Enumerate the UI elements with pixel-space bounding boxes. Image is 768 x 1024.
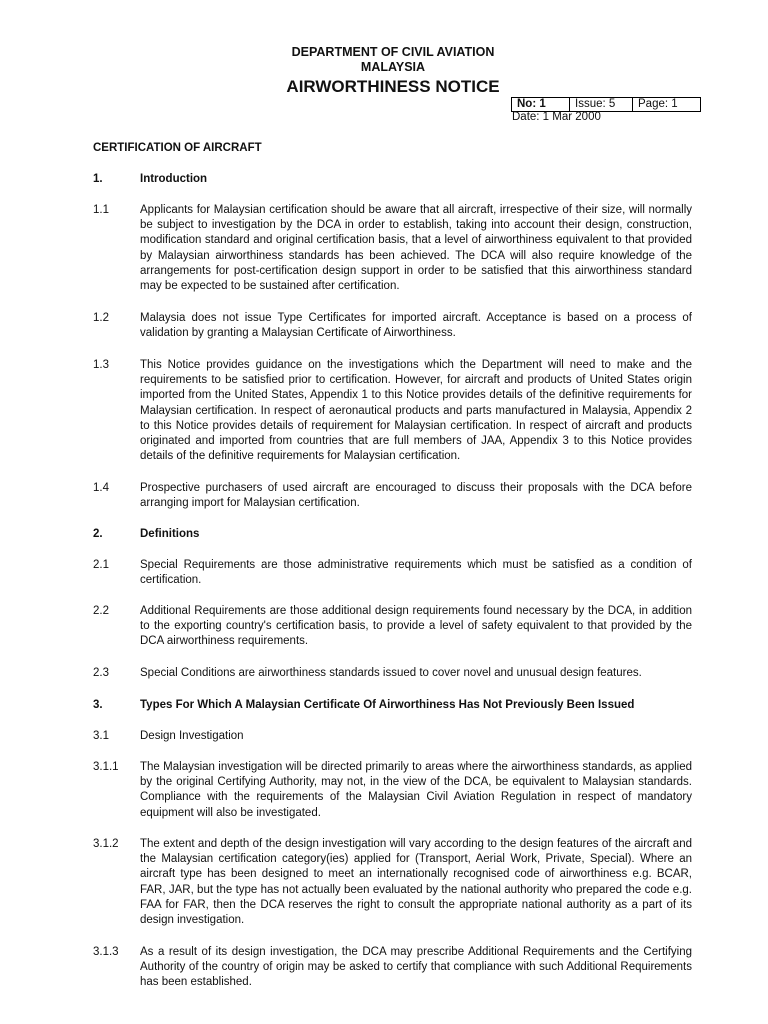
notice-info-table: [511, 97, 701, 112]
paragraph-text: Additional Requirements are those additional design requirements found necessary by the DCA, in addition to the exporting country's certification basis, to provide a level of safety equivalent to that provided by the DCA airworthiness requirements.: [140, 605, 692, 648]
section-number: 1.: [93, 173, 103, 185]
notice-number: No: 1: [512, 98, 570, 112]
paragraph-number: 1.4: [93, 482, 109, 494]
paragraph-text: Prospective purchasers of used aircraft are encouraged to discuss their proposals with the DCA before arranging import for Malaysian certification.: [140, 482, 692, 510]
paragraph-text: Malaysia does not issue Type Certificates for imported aircraft. Acceptance is based on a process of validation by granting a Malaysian Certificate of Airworthiness.: [140, 312, 692, 340]
paragraph-number: 1.1: [93, 204, 109, 216]
section-number: 3.: [93, 699, 103, 711]
section-title: Introduction: [140, 173, 208, 185]
notice-date: Date: 1 Mar 2000: [512, 111, 601, 123]
paragraph-text: This Notice provides guidance on the investigations which the Department will need to make and the requirements to be satisfied prior to certification. However, for aircraft and products of United States origin imported from the United States, Appendix 1 to this Notice provides details of the definitive requirements for Malaysian certification. In respect of aeronautical products and parts manufactured in Malaysia, Appendix 2 to this Notice provides details of requirement for Malaysian certification. In respect of aircraft and products originated and imported from countries that are full members of JAA, Appendix 3 to this Notice provides details of the definitive requirements for Malaysian certification.: [140, 359, 692, 463]
paragraph-number: 1.3: [93, 359, 109, 371]
paragraph-text: As a result of its design investigation, the DCA may prescribe Additional Requirements and the Certifying Authority of the country of origin may be asked to certify that compliance with such Additional Requirements has been established.: [140, 946, 692, 989]
country-heading: MALAYSIA: [360, 60, 426, 74]
section-title: Definitions: [140, 528, 200, 540]
notice-title: AIRWORTHINESS NOTICE: [286, 77, 500, 96]
paragraph-text: Special Conditions are airworthiness standards issued to cover novel and unusual design features.: [140, 667, 642, 679]
department-heading: DEPARTMENT OF CIVIL AVIATION: [291, 45, 495, 59]
document-title: CERTIFICATION OF AIRCRAFT: [93, 142, 262, 154]
paragraph-number: 2.1: [93, 559, 109, 571]
section-title: Types For Which A Malaysian Certificate Of Airworthiness Has Not Previously Been Issued: [140, 699, 635, 711]
section-number: 2.: [93, 528, 103, 540]
notice-page: Page: 1: [633, 98, 701, 112]
paragraph-number: 3.1.3: [93, 946, 119, 958]
paragraph-number: 2.3: [93, 667, 109, 679]
paragraph-number: 1.2: [93, 312, 109, 324]
paragraph-number: 2.2: [93, 605, 109, 617]
paragraph-text: The extent and depth of the design investigation will vary according to the design features of the aircraft and the Malaysian certification category(ies) applied for (Transport, Aerial Work, Private, Special). Where an aircraft type has been designed to meet an internationally recognised code of airworthiness e.g. BCAR, FAR, JAR, but the type has not actually been evaluated by the national authority who prepared the code e.g. FAA for FAR, then the DCA reserves the right to consult the appropriate national authority as a part of its design investigation.: [140, 838, 692, 927]
notice-issue: Issue: 5: [570, 98, 633, 112]
paragraph-number: 3.1: [93, 730, 109, 742]
paragraph-number: 3.1.1: [93, 761, 119, 773]
paragraph-text: Special Requirements are those administrative requirements which must be satisfied as a condition of certification.: [140, 559, 692, 587]
paragraph-text: Design Investigation: [140, 730, 244, 742]
paragraph-number: 3.1.2: [93, 838, 119, 850]
paragraph-text: Applicants for Malaysian certification should be aware that all aircraft, irrespective of their size, will normally be subject to investigation by the DCA in order to establish, taking into account their design, construction, modification standard and original certification basis, that a level of airworthiness equivalent to that provided by Malaysian airworthiness standards has been achieved. The DCA will also require knowledge of the arrangements for post-certification design support in order to be satisfied that this airworthiness standard may be expected to be sustained after certification.: [140, 204, 692, 293]
paragraph-text: The Malaysian investigation will be directed primarily to areas where the airworthiness standards, as applied by the original Certifying Authority, may not, in the view of the DCA, be equivalent to Malaysian standards. Compliance with the requirements of the Malaysian Civil Aviation Regulation in respect of mandatory equipment will also be investigated.: [140, 761, 692, 819]
